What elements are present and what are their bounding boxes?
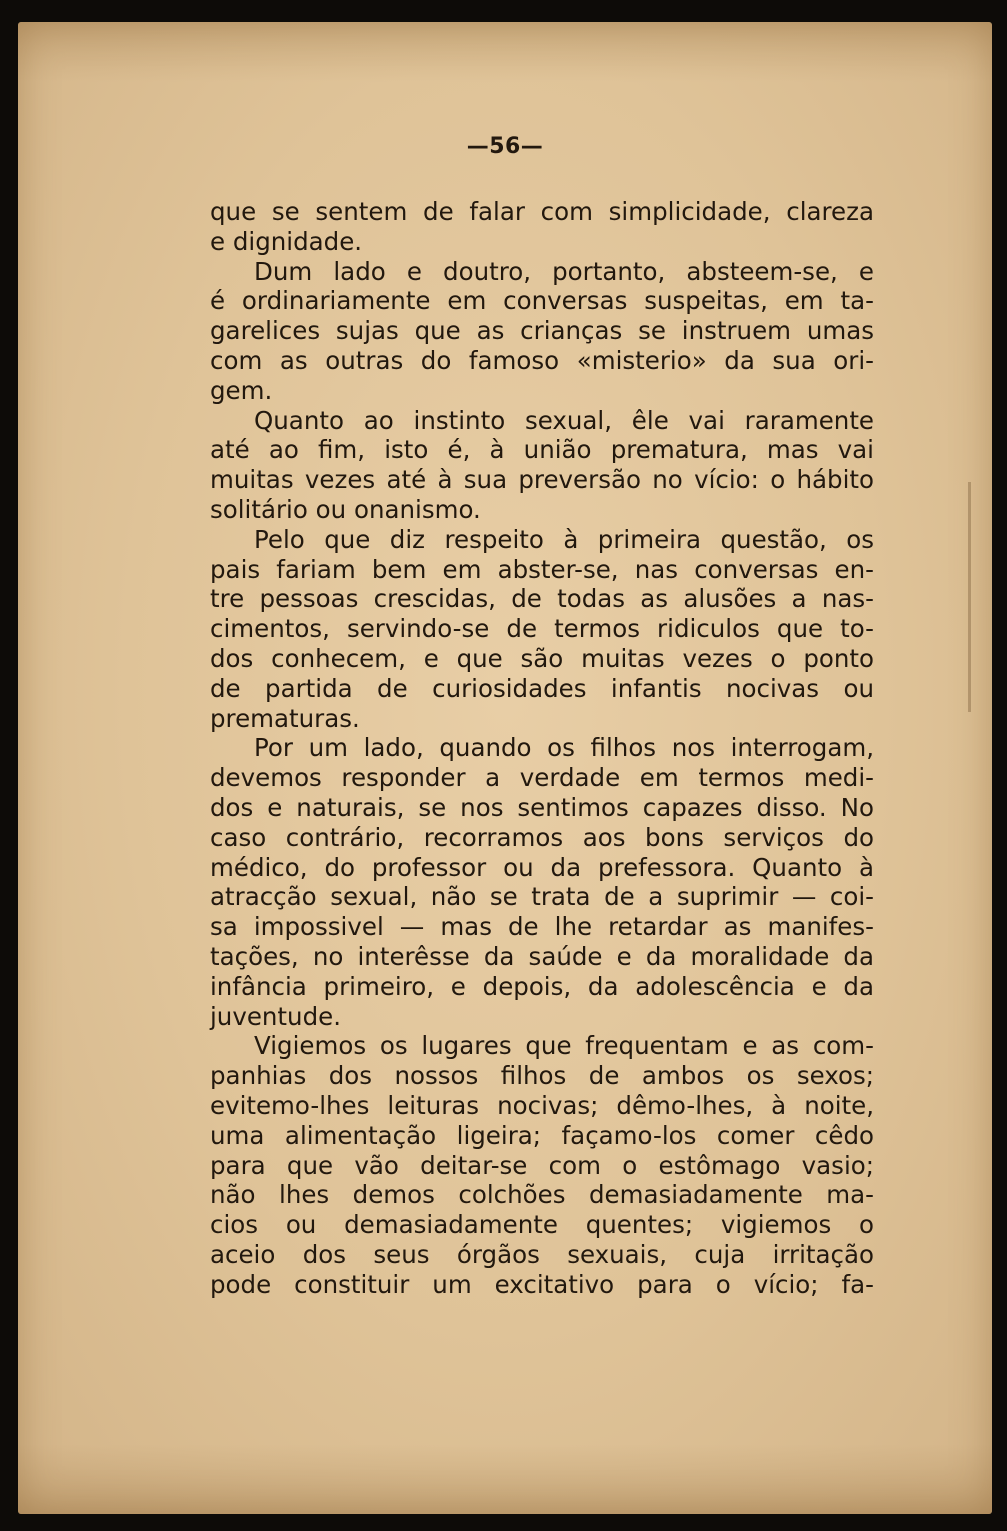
text-line: Por um lado, quando os filhos nos interrogam, bbox=[254, 733, 874, 763]
text-line: Pelo que diz respeito à primeira questão, os bbox=[254, 524, 874, 554]
text-line: não lhes demos colchões demasiadamente ma- bbox=[210, 1180, 874, 1210]
text-line: solitário ou onanismo. bbox=[210, 494, 481, 524]
text-line: pais fariam bem em abster-se, nas conversas en- bbox=[210, 554, 874, 584]
text-line: Dum lado e doutro, portanto, absteem-se, e bbox=[254, 256, 874, 286]
text-line: uma alimentação ligeira; façamo-los comer cêdo bbox=[210, 1120, 874, 1150]
text-line: dos conhecem, e que são muitas vezes o ponto bbox=[210, 643, 874, 673]
text-line: infância primeiro, e depois, da adolescência e da bbox=[210, 971, 874, 1001]
text-line: garelices sujas que as crianças se instruem umas bbox=[210, 316, 874, 346]
text-line: sa impossivel — mas de lhe retardar as manifes- bbox=[210, 912, 874, 942]
book-page bbox=[18, 22, 992, 1514]
text-line: médico, do professor ou da prefessora. Quanto à bbox=[210, 852, 874, 882]
paper-stain-bottom bbox=[18, 1444, 992, 1514]
text-line: aceio dos seus órgãos sexuais, cuja irritação bbox=[210, 1239, 874, 1269]
text-line: até ao fim, isto é, à união prematura, mas vai bbox=[210, 435, 874, 465]
text-line: cimentos, servindo-se de termos ridiculos que to- bbox=[210, 614, 874, 644]
paper-stain-top bbox=[18, 22, 992, 82]
text-line: e dignidade. bbox=[210, 226, 363, 256]
body-text bbox=[210, 197, 874, 1299]
text-line: pode constituir um excitativo para o vício; fa- bbox=[210, 1269, 874, 1299]
text-line: panhias dos nossos filhos de ambos os sexos; bbox=[210, 1061, 874, 1091]
text-line: caso contrário, recorramos aos bons serviços do bbox=[210, 822, 874, 852]
text-line: de partida de curiosidades infantis nocivas ou bbox=[210, 673, 874, 703]
text-line: devemos responder a verdade em termos medi- bbox=[210, 763, 874, 793]
text-line: para que vão deitar-se com o estômago vasio; bbox=[210, 1150, 874, 1180]
text-line: que se sentem de falar com simplicidade, clareza bbox=[210, 197, 874, 226]
page-number: —56— bbox=[466, 134, 544, 159]
text-line: dos e naturais, se nos sentimos capazes disso. No bbox=[210, 792, 874, 822]
text-line: Quanto ao instinto sexual, êle vai raramente bbox=[254, 405, 874, 435]
text-line: cios ou demasiadamente quentes; vigiemos o bbox=[210, 1210, 874, 1240]
page-crease bbox=[968, 482, 971, 712]
text-line: tações, no interêsse da saúde e da moralidade da bbox=[210, 941, 874, 971]
text-line: muitas vezes até à sua preversão no vício: o hábito bbox=[210, 465, 874, 495]
text-line: gem. bbox=[210, 375, 273, 405]
text-line: evitemo-lhes leituras nocivas; dêmo-lhes, à noite, bbox=[210, 1090, 874, 1120]
text-line: com as outras do famoso «misterio» da sua ori- bbox=[210, 345, 874, 375]
text-line: prematuras. bbox=[210, 703, 360, 733]
text-line: Vigiemos os lugares que frequentam e as com- bbox=[254, 1031, 874, 1061]
text-line: é ordinariamente em conversas suspeitas, em ta- bbox=[210, 286, 874, 316]
text-line: juventude. bbox=[210, 1001, 341, 1031]
text-line: tre pessoas crescidas, de todas as alusões a nas- bbox=[210, 584, 874, 614]
text-line: atracção sexual, não se trata de a suprimir — coi- bbox=[210, 882, 874, 912]
